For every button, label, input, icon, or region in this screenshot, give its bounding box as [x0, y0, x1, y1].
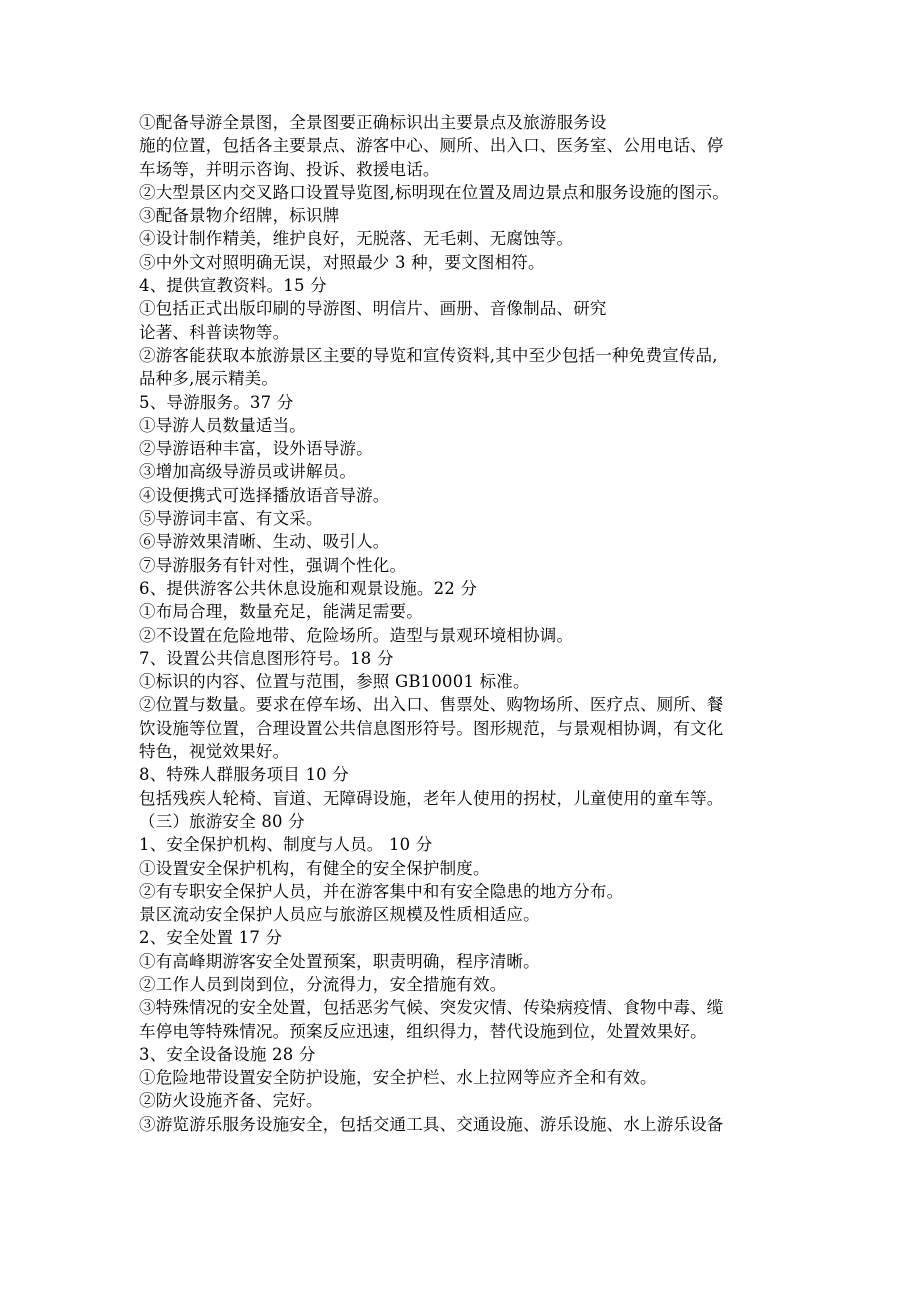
- section-heading: 5、导游服务。37 分: [139, 392, 294, 412]
- text-line: 论著、科普读物等。: [139, 322, 290, 342]
- text-line: ②不设置在危险地带、危险场所。造型与景观环境相协调。: [139, 625, 574, 645]
- text-line: ③增加高级导游员或讲解员。: [139, 462, 357, 482]
- text-line: 景区流动安全保护人员应与旅游区规模及性质相适应。: [139, 905, 540, 925]
- text-line: ④设计制作精美，维护良好，无脱落、无毛刺、无腐蚀等。: [139, 229, 574, 249]
- text-line: 施的位置，包括各主要景点、游客中心、厕所、出入口、医务室、公用电话、停: [139, 136, 724, 156]
- text-line: ①导游人员数量适当。: [139, 415, 306, 435]
- text-line: ②位置与数量。要求在停车场、出入口、售票处、购物场所、医疗点、厕所、餐: [139, 695, 724, 715]
- section-heading: 7、设置公共信息图形符号。18 分: [139, 648, 394, 668]
- text-line: ⑥导游效果清晰、生动、吸引人。: [139, 532, 390, 552]
- text-line: ②导游语种丰富，设外语导游。: [139, 439, 373, 459]
- text-line: ①配备导游全景图，全景图要正确标识出主要景点及旅游服务设: [139, 113, 607, 132]
- text-line: ①标识的内容、位置与范围，参照 GB10001 标准。: [139, 672, 530, 692]
- text-line: ①有高峰期游客安全处置预案，职责明确，程序清晰。: [139, 951, 540, 971]
- chapter-heading: （三）旅游安全 80 分: [139, 811, 305, 831]
- text-line: 包括残疾人轮椅、盲道、无障碍设施，老年人使用的拐杖，儿童使用的童车等。: [139, 788, 724, 808]
- text-line: ②防火设施齐备、完好。: [139, 1091, 323, 1111]
- text-line: ⑦导游服务有针对性，强调个性化。: [139, 555, 407, 575]
- text-line: 品种多,展示精美。: [139, 369, 279, 389]
- text-line: ①包括正式出版印刷的导游图、明信片、画册、音像制品、研究: [139, 299, 607, 319]
- section-heading: 3、安全设备设施 28 分: [139, 1044, 316, 1064]
- text-line: ①危险地带设置安全防护设施，安全护栏、水上拉网等应齐全和有效。: [139, 1068, 657, 1088]
- section-heading: 8、特殊人群服务项目 10 分: [139, 765, 349, 785]
- text-line: ①布局合理，数量充足，能满足需要。: [139, 602, 423, 622]
- text-line: ③特殊情况的安全处置，包括恶劣气候、突发灾情、传染病疫情、食物中毒、缆: [139, 998, 724, 1018]
- text-line: ①设置安全保护机构，有健全的安全保护制度。: [139, 858, 490, 878]
- text-line: ②大型景区内交叉路口设置导览图,标明现在位置及周边景点和服务设施的图示。: [139, 182, 729, 202]
- section-heading: 2、安全处置 17 分: [139, 928, 283, 948]
- text-line: 特色，视觉效果好。: [139, 742, 290, 762]
- text-line: ②游客能获取本旅游景区主要的导览和宣传资料,其中至少包括一种免费宣传品,: [139, 345, 718, 365]
- section-heading: 4、提供宣教资料。15 分: [139, 276, 327, 296]
- text-line: ③配备景物介绍牌，标识牌: [139, 206, 340, 226]
- section-heading: 1、安全保护机构、制度与人员。 10 分: [139, 835, 433, 855]
- text-line: 饮设施等位置，合理设置公共信息图形符号。图形规范，与景观相协调，有文化: [139, 718, 724, 738]
- text-line: ⑤导游词丰富、有文采。: [139, 509, 323, 529]
- text-line: ③游览游乐服务设施安全，包括交通工具、交通设施、游乐设施、水上游乐设备: [139, 1114, 724, 1134]
- text-line: 车停电等特殊情况。预案反应迅速，组织得力，替代设施到位，处置效果好。: [139, 1021, 707, 1041]
- text-line: 车场等，并明示咨询、投诉、救援电话。: [139, 159, 440, 179]
- document-body: [139, 111, 799, 1136]
- section-heading: 6、提供游客公共休息设施和观景设施。22 分: [139, 578, 478, 598]
- text-line: ②工作人员到岗到位，分流得力，安全措施有效。: [139, 974, 507, 994]
- text-line: ④设便携式可选择播放语音导游。: [139, 485, 390, 505]
- text-line: ⑤中外文对照明确无误，对照最少 3 种，要文图相符。: [139, 252, 545, 272]
- text-line: ②有专职安全保护人员，并在游客集中和有安全隐患的地方分布。: [139, 881, 624, 901]
